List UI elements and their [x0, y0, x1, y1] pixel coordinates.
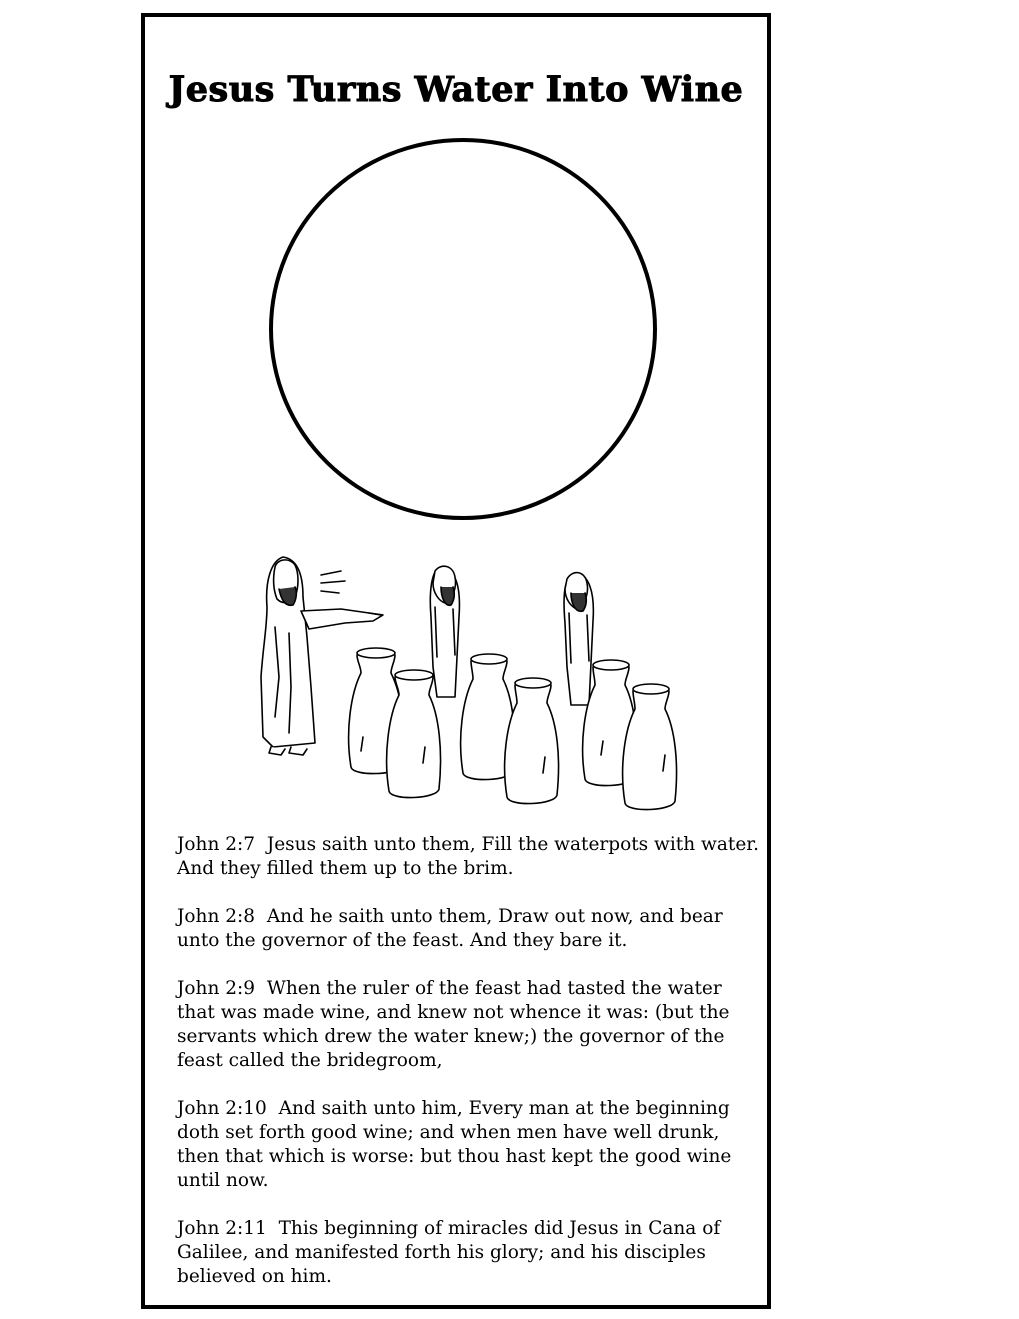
page-title: Jesus Turns Water Into Wine: [168, 69, 744, 110]
verse-reference: John 2:9: [177, 978, 256, 999]
verse-text: When the ruler of the feast had tasted the water that was made wine, and knew not whence it was: (but the servants which drew the water knew;) the governor of the feast called the bridegroom,: [177, 978, 736, 1071]
servant-figure: [564, 573, 593, 705]
verse-reference: John 2:8: [177, 906, 256, 927]
verse: [177, 1097, 762, 1193]
jesus-servants-waterpots-illustration: [245, 537, 705, 817]
verse: [177, 905, 762, 953]
verse: [177, 1217, 762, 1289]
verse-reference: John 2:7: [177, 834, 256, 855]
servant-figure: [430, 566, 459, 697]
door-hanger: [141, 13, 771, 1309]
verse: [177, 833, 765, 881]
waterpot: [505, 678, 559, 804]
verse-text: And saith unto him, Every man at the beginning doth set forth good wine; and when men have well drunk, then that which is worse: but thou hast kept the good wine until now.: [177, 1098, 738, 1191]
door-knob-cutout-circle: [269, 138, 657, 520]
verse-text: This beginning of miracles did Jesus in Cana of Galilee, and manifested forth his glory; and his disciples believed on him.: [177, 1218, 727, 1287]
verse-reference: John 2:10: [177, 1098, 267, 1119]
scripture-verses: [177, 833, 765, 1313]
verse-text: And he saith unto them, Draw out now, and bear unto the governor of the feast. And they bare it.: [177, 906, 729, 951]
verse-reference: John 2:11: [177, 1218, 267, 1239]
verse-text: Jesus saith unto them, Fill the waterpots with water. And they filled them up to the brim.: [177, 834, 765, 879]
verse: [177, 977, 762, 1073]
